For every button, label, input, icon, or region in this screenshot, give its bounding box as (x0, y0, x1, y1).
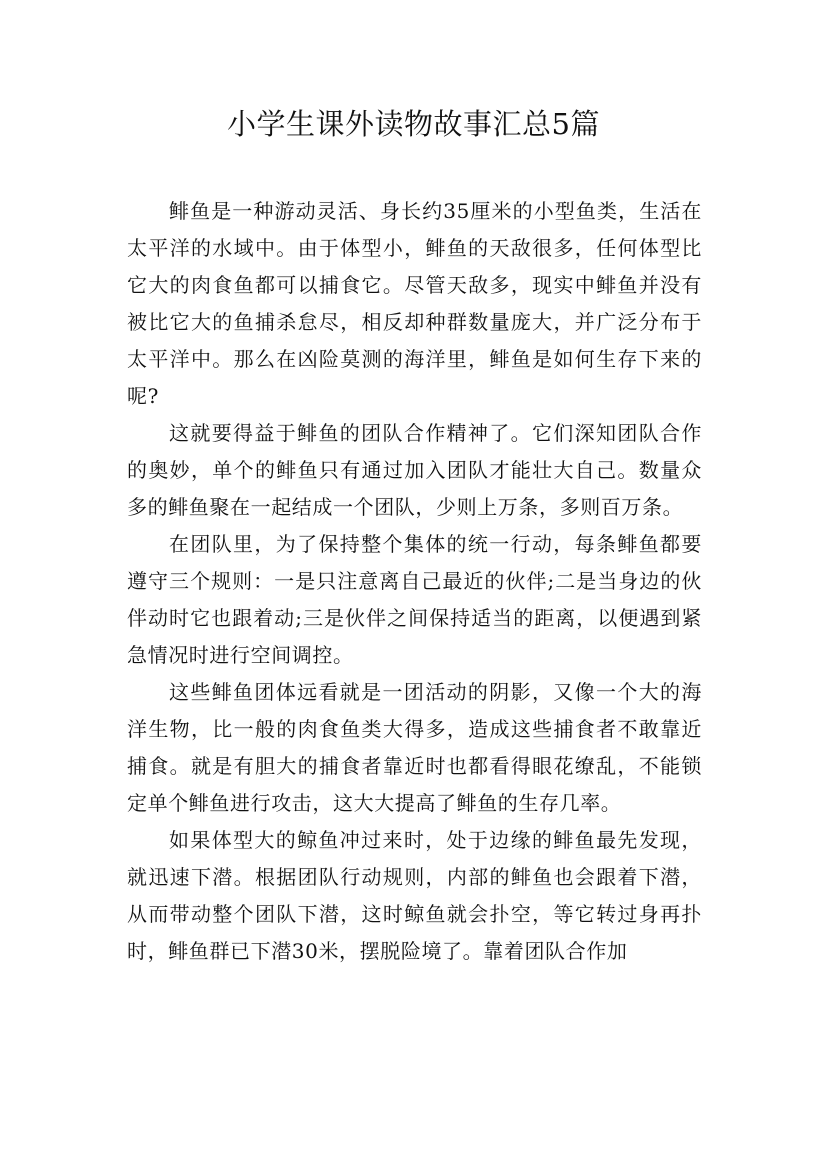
paragraph-5: 如果体型大的鲸鱼冲过来时，处于边缘的鲱鱼最先发现，就迅速下潜。根据团队行动规则，内部的鲱鱼也会跟着下潜，从而带动整个团队下潜，这时鲸鱼就会扑空，等它转过身再扑时，鲱鱼群已下潜30米，摆脱险境了。靠着团队合作加 (127, 828, 702, 963)
paragraph-2: 这就要得益于鲱鱼的团队合作精神了。它们深知团队合作的奥妙，单个的鲱鱼只有通过加入团队才能壮大自己。数量众多的鲱鱼聚在一起结成一个团队，少则上万条，多则百万条。 (127, 421, 702, 519)
paragraph-4: 这些鲱鱼团体远看就是一团活动的阴影，又像一个大的海洋生物，比一般的肉食鱼类大得多，造成这些捕食者不敢靠近捕食。就是有胆大的捕食者靠近时也都看得眼花缭乱，不能锁定单个鲱鱼进行攻击，这大大提高了鲱鱼的生存几率。 (127, 680, 702, 815)
paragraph-3: 在团队里，为了保持整个集体的统一行动，每条鲱鱼都要遵守三个规则：一是只注意离自己最近的伙伴;二是当身边的伙伴动时它也跟着动;三是伙伴之间保持适当的距离，以便遇到紧急情况时进行空间调控。 (127, 532, 702, 667)
document-body (127, 193, 702, 970)
document-title: 小学生课外读物故事汇总5篇 (227, 107, 600, 141)
paragraph-1: 鲱鱼是一种游动灵活、身长约35厘米的小型鱼类，生活在太平洋的水域中。由于体型小，鲱鱼的天敌很多，任何体型比它大的肉食鱼都可以捕食它。尽管天敌多，现实中鲱鱼并没有被比它大的鱼捕杀怠尽，相反却种群数量庞大，并广泛分布于太平洋中。那么在凶险莫测的海洋里，鲱鱼是如何生存下来的呢? (127, 199, 702, 408)
